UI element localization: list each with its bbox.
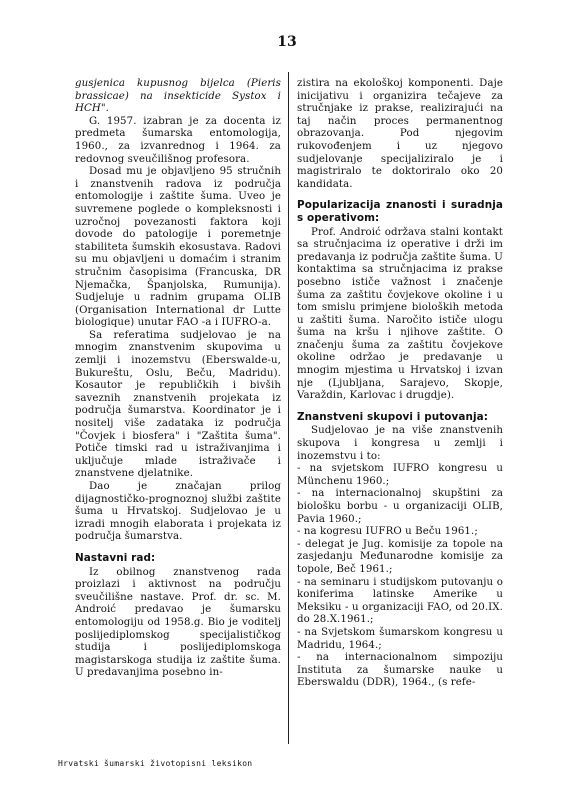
footer-text: Hrvatski šumarski životopisni leksikon bbox=[58, 759, 253, 768]
paragraph: Dao je značajan prilog dijagnostičko-prognoznoj službi zaštite šuma u Hrvatskoj. Sudjelovao je u izradi mnogih elaborata i projekata iz područja šumarstva. bbox=[75, 481, 281, 543]
section-heading: Popularizacija znanosti i suradnja s operativom: bbox=[297, 199, 503, 224]
column-divider bbox=[288, 72, 289, 744]
page-number: 13 bbox=[277, 34, 297, 50]
section-heading: Znanstveni skupovi i putovanja: bbox=[297, 410, 489, 423]
left-column bbox=[75, 78, 281, 680]
paragraph: G. 1957. izabran je za docenta iz predmeta šumarska entomologija, 1960., za izvanrednog i 1964. za redovnog sveučilišnog profesora. bbox=[75, 115, 281, 165]
list-item: - na svjetskom IUFRO kongresu u Münchenu 1960.; bbox=[297, 463, 503, 487]
list-item: - na Svjetskom šumarskom kongresu u Madridu, 1964.; bbox=[297, 626, 503, 651]
section-heading: Nastavni rad: bbox=[75, 551, 156, 564]
list-item: - delegat je Jug. komisije za topole na zasjedanju Međunarodne komisije za topole, Beč 1961.; bbox=[297, 538, 503, 575]
list-item: - na internacionalnoj skupštini za biološku borbu - u organizaciji OLIB, Pavia 1960.; bbox=[297, 488, 503, 525]
paragraph: Sudjelovao je na više znanstvenih skupova i kongresa u zemlji i inozemstvu i to: bbox=[297, 425, 503, 462]
list-item: - na kogresu IUFRO u Beču 1961.; bbox=[297, 526, 478, 538]
paragraph: Iz obilnog znanstvenog rada proizlazi i aktivnost na području sveučilišne nastave. Prof. dr. sc. M. Androić predavao je šumarsku entomologiju od 1958.g. Bio je voditelj poslijediplomskog specijalističkog studija i poslijediplomskoga magistarskoga studija iz zaštite šuma. U predavanjima posebno in- bbox=[75, 566, 281, 679]
paragraph: Dosad mu je objavljeno 95 stručnih i znanstvenih radova iz područja entomologije i zaštite šuma. Uveo je suvremene poglede o kompleksnosti i uzročnoj povezanosti faktora koji dovode do patologije i poremetnje stabiliteta šumskih ekosustava. Radovi su mu objavljeni u domaćim i stranim stručnim časopisima (Francuska, DR Njemačka, Španjolska, Rumunija). Sudjeluje u radnim grupama OLIB (Organisation International dr Lutte biologique) unutar FAO -a i IUFRO-a. bbox=[75, 166, 281, 329]
list-item: - na seminaru i studijskom putovanju o koniferima latinske Amerike u Meksiku - u organizaciji FAO, od 20.IX. do 28.X.1961.; bbox=[297, 576, 503, 626]
list-item: - na internacionalnom simpoziju Instituta za šumarske nauke u Eberswaldu (DDR), 1964., (s refe- bbox=[297, 652, 503, 689]
paragraph: Sa referatima sudjelovao je na mnogim znanstvenim skupovima u zemlji i inozemstvu (Eberswalde-u, Bukureštu, Oslu, Beču, Madridu). Kosautor je republičkih i bivših saveznih znanstvenih projekata iz područja šumarstva. Koordinator je i nositelj više zadataka iz područja "Čovjek i biosfera" i "Zaštita šuma". Potiče timski rad u istraživanjima i uključuje mlade istraživače i znanstvene djelatnike. bbox=[75, 329, 281, 480]
paragraph: Prof. Androić održava stalni kontakt sa stručnjacima iz operative i drži im predavanja iz područja zaštite šuma. U kontaktima sa stručnjacima iz prakse posebno ističe važnost i značenje šuma za zaštitu čovjekove okoline i u tom smislu primjene bioloških metoda u zaštiti šuma. Naročito ističe ulogu šuma na kršu i njihove zaštite. O značenju šuma za zaštitu čovjekove okoline održao je predavanje u mnogim mjestima u Hrvatskoj i izvan nje (Ljubljana, Sarajevo, Skopje, Varaždin, Karlovac i drugdje). bbox=[297, 226, 503, 402]
paragraph: zistira na ekološkoj komponenti. Daje inicijativu i organizira tečajeve za stručnjake iz prakse, realizirajući na taj način proces permanentnog obrazovanja. Pod njegovim rukovođenjem i uz njegovo sudjelovanje specijaliziralo je i magistriralo te doktoriralo oko 20 kandidata. bbox=[297, 78, 503, 190]
right-column bbox=[297, 78, 503, 690]
intro-paragraph: gusjenica kupusnog bijelca (Pieris brassicae) na insekticide Systox i HCH". bbox=[75, 78, 281, 115]
